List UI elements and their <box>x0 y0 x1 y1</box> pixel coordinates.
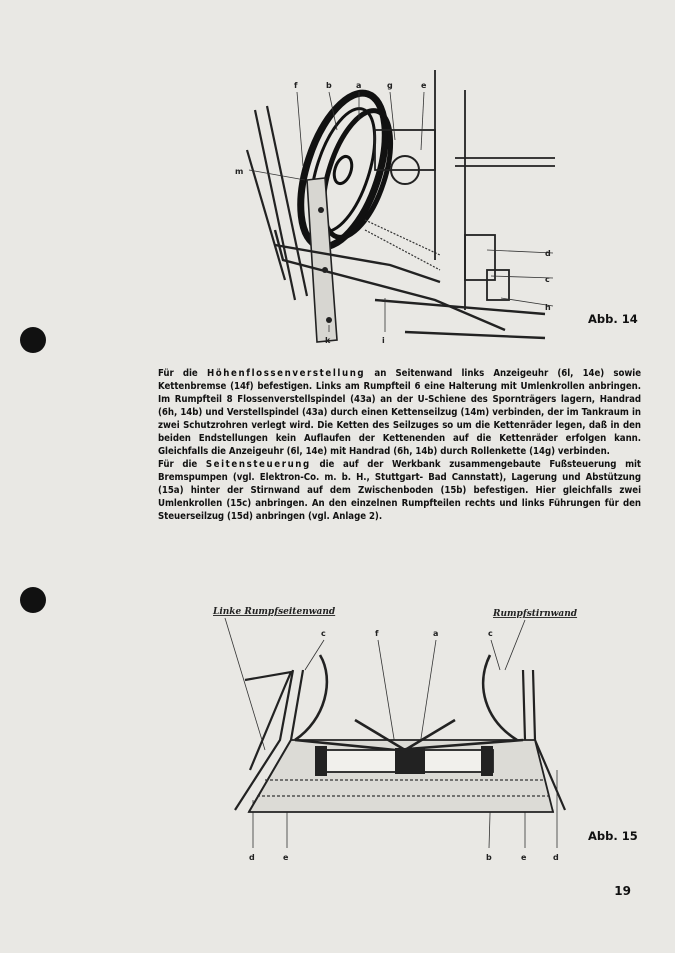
label-m: m <box>235 167 244 176</box>
punch-hole <box>20 327 46 353</box>
label-c: c <box>545 275 550 284</box>
label-c-right: c <box>488 629 493 638</box>
label-e-right: e <box>521 853 527 862</box>
caption-abb-15: Abb. 15 <box>588 829 638 843</box>
label-b: b <box>326 81 332 90</box>
figure-abb-14 <box>225 70 555 350</box>
abb-14-drawing <box>225 70 555 350</box>
paragraph-seitensteuerung: Für die Seitensteuerung die auf der Werkbank zusammengebaute Fußsteuerung mit Bremspumpen (vgl. Elektron-Co. m. b. H., Stuttgart- Bad Cannstatt), Lagerung und Abstützung (15a) hinter der Stirnwand auf dem Zwischenboden (15b) befestigen. Hier gleichfalls zwei Umlenkrollen (15c) anbringen. An den einzelnen Rumpfteilen rechts und links Führungen für den Steuerseilzug (15d) anbringen (vgl. Anlage 2). <box>158 459 641 522</box>
label-a: a <box>356 81 362 90</box>
term-seitensteuerung: Seitensteuerung <box>205 459 311 470</box>
caption-abb-14: Abb. 14 <box>588 312 638 326</box>
paragraph-hoehenflossen: Für die Höhenflossenverstellung an Seitenwand links Anzeigeuhr (6l, 14e) sowie Kettenbremse (14f) befestigen. Links am Rumpfteil 6 eine Halterung mit Umlenkrollen anbringen. Im Rumpfteil 8 Flossenverstellspindel (43a) an der U-Schiene des Spornträgers lagern, Handrad (6h, 14b) und Verstellspindel (43a) durch einen Kettenseilzug (14m) verbinden, der im Tankraum in zwei Schutzrohren verlegt wird. Die Ketten des Seilzuges so um die Kettenräder legen, daß in den beiden Endstellungen kein Auflaufen der Kettenenden auf die Kettenräder erfolgen kann. Gleichfalls die Anzeigeuhr (6l, 14e) mit Handrad (6h, 14b) durch Rollenkette (14g) verbinden. <box>158 368 641 457</box>
label-i: i <box>382 336 385 345</box>
label-a: a <box>433 629 439 638</box>
punch-hole <box>20 587 46 613</box>
label-d-left: d <box>249 853 255 862</box>
annotation-linke-rumpfseitenwand: Linke Rumpfseitenwand <box>213 607 336 617</box>
annotation-rumpfstirnwand: Rumpfstirnwand <box>493 609 578 619</box>
label-k: k <box>325 336 331 345</box>
label-b: b <box>486 853 492 862</box>
label-h: h <box>545 303 551 312</box>
abb-15-drawing <box>205 600 590 875</box>
label-e-left: e <box>283 853 289 862</box>
figure-abb-15 <box>205 600 590 875</box>
body-text <box>158 367 641 523</box>
label-f: f <box>375 629 379 638</box>
label-f: f <box>294 81 298 90</box>
label-e: e <box>421 81 427 90</box>
page-number: 19 <box>614 884 631 898</box>
label-g: g <box>387 81 393 90</box>
term-hoehenflossenverstellung: Höhenflossenverstellung <box>206 368 366 379</box>
label-c-left: c <box>321 629 326 638</box>
label-d: d <box>545 249 551 258</box>
label-d-right: d <box>553 853 559 862</box>
